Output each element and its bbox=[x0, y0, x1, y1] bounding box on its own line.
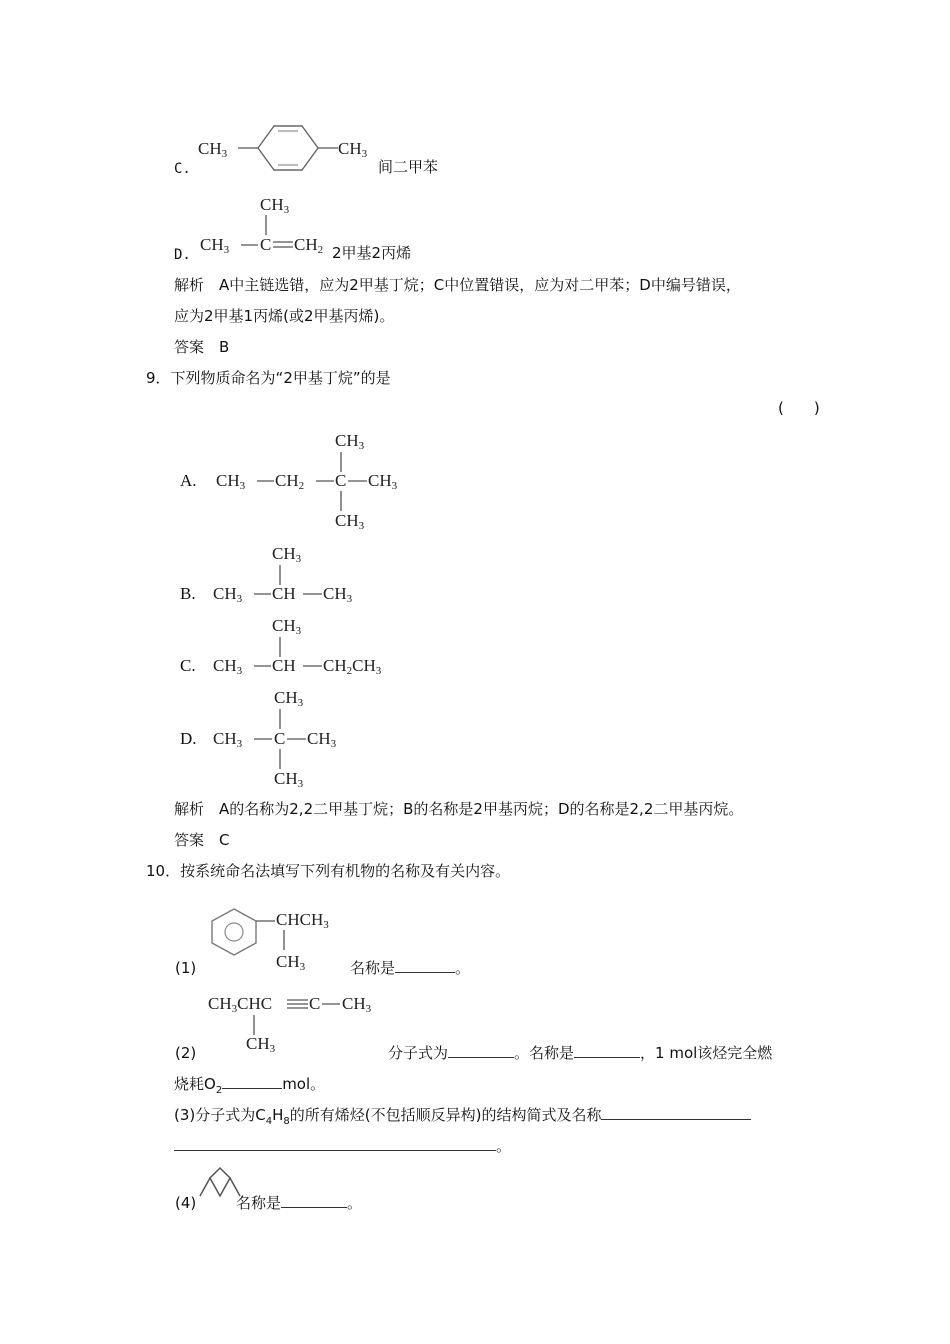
q9-option-a-label: A. bbox=[180, 471, 197, 490]
q8c-right-group: $CH_3$ bbox=[338, 139, 368, 160]
q9a-c4: $CH_3$ bbox=[368, 471, 398, 492]
q9-option-c-label: C. bbox=[180, 656, 196, 675]
q10p2-num: (2) bbox=[175, 1044, 197, 1062]
q10-stem: 10．按系统命名法填写下列有机物的名称及有关内容。 bbox=[146, 862, 511, 880]
q8c-left-group: $CH_3$ bbox=[198, 139, 228, 160]
q10p2-line2: 烧耗$O_2$ mol。 bbox=[174, 1075, 326, 1096]
q9d-top: $CH_3$ bbox=[274, 688, 304, 709]
q9a-c3: C bbox=[335, 471, 347, 490]
q10p4-prompt: 名称是 。 bbox=[236, 1194, 363, 1212]
q9-option-b-label: B. bbox=[180, 584, 196, 603]
q9d-c3: $CH_3$ bbox=[307, 729, 337, 750]
q9a-bottom: $CH_3$ bbox=[335, 511, 365, 532]
q9d-c2: C bbox=[274, 729, 286, 748]
q10p4-blank[interactable] bbox=[281, 1193, 347, 1208]
q8d-c: C bbox=[260, 235, 272, 254]
q10p2-end: $CH_3$ bbox=[342, 994, 372, 1015]
q9c-c2: CH bbox=[272, 656, 296, 675]
q9b-c1: $CH_3$ bbox=[213, 584, 243, 605]
q8-analysis-line2: 应为2甲基1丙烯(或2甲基丙烯)。 bbox=[174, 307, 395, 325]
q8-analysis-line1: 解析 A中主链选错，应为2甲基丁烷；C中位置错误，应为对二甲苯；D中编号错误， bbox=[174, 276, 741, 294]
q9b-top: $CH_3$ bbox=[272, 544, 302, 565]
q9d-c1: $CH_3$ bbox=[213, 729, 243, 750]
q8-answer: 答案 B bbox=[174, 338, 230, 356]
q9-answer: 答案 C bbox=[174, 831, 230, 849]
q9b-c3: $CH_3$ bbox=[323, 584, 353, 605]
q10p1-num: (1) bbox=[175, 959, 197, 977]
q9-analysis: 解析 A的名称为2,2二甲基丁烷；B的名称是2甲基丙烷；D的名称是2,2二甲基丙烷。 bbox=[174, 800, 744, 818]
q10p2-c: C bbox=[309, 994, 321, 1013]
q10p1-prompt: 名称是 。 bbox=[350, 959, 471, 977]
q9-stem: 9．下列物质命名为“2甲基丁烷”的是 bbox=[146, 369, 391, 387]
q10p3-line2: 。 bbox=[174, 1136, 511, 1156]
q9c-c1: $CH_3$ bbox=[213, 656, 243, 677]
q10p3-line1: (3)分子式为$C_4H_8$的所有烯烃(不包括顺反异构)的结构简式及名称 bbox=[174, 1105, 751, 1132]
q9b-c2: CH bbox=[272, 584, 296, 603]
q8d-ch2: $CH_2$ bbox=[294, 235, 324, 256]
q8-option-d-label: D. bbox=[174, 247, 191, 263]
q10p2-main: $CH_3CHC$ bbox=[208, 994, 273, 1015]
q10p4-num: (4) bbox=[175, 1194, 197, 1212]
q10p2-prompt: 分子式为 。名称是 ，1 mol该烃完全燃 bbox=[388, 1044, 773, 1062]
q9c-c3: $CH_2CH_3$ bbox=[323, 656, 382, 677]
q9-answer-paren: ( ) bbox=[778, 399, 820, 417]
q8d-ch3: $CH_3$ bbox=[200, 235, 230, 256]
q10p2-bottom: $CH_3$ bbox=[246, 1034, 276, 1055]
q9a-top: $CH_3$ bbox=[335, 431, 365, 452]
q8-option-c-name: 间二甲苯 bbox=[378, 158, 439, 176]
q8d-top-group: $CH_3$ bbox=[260, 195, 290, 216]
q9-option-d-label: D. bbox=[180, 729, 197, 748]
q9d-bottom: $CH_3$ bbox=[274, 769, 304, 790]
q8-option-d-name: 2甲基2丙烯 bbox=[332, 244, 412, 262]
q9c-top: $CH_3$ bbox=[272, 616, 302, 637]
q8-option-c-label: C. bbox=[174, 161, 191, 177]
q9a-c1: $CH_3$ bbox=[216, 471, 246, 492]
q9a-c2: $CH_2$ bbox=[275, 471, 305, 492]
q10p1-bottom: $CH_3$ bbox=[276, 952, 306, 973]
q10p1-chain: $CHCH_3$ bbox=[276, 910, 329, 931]
